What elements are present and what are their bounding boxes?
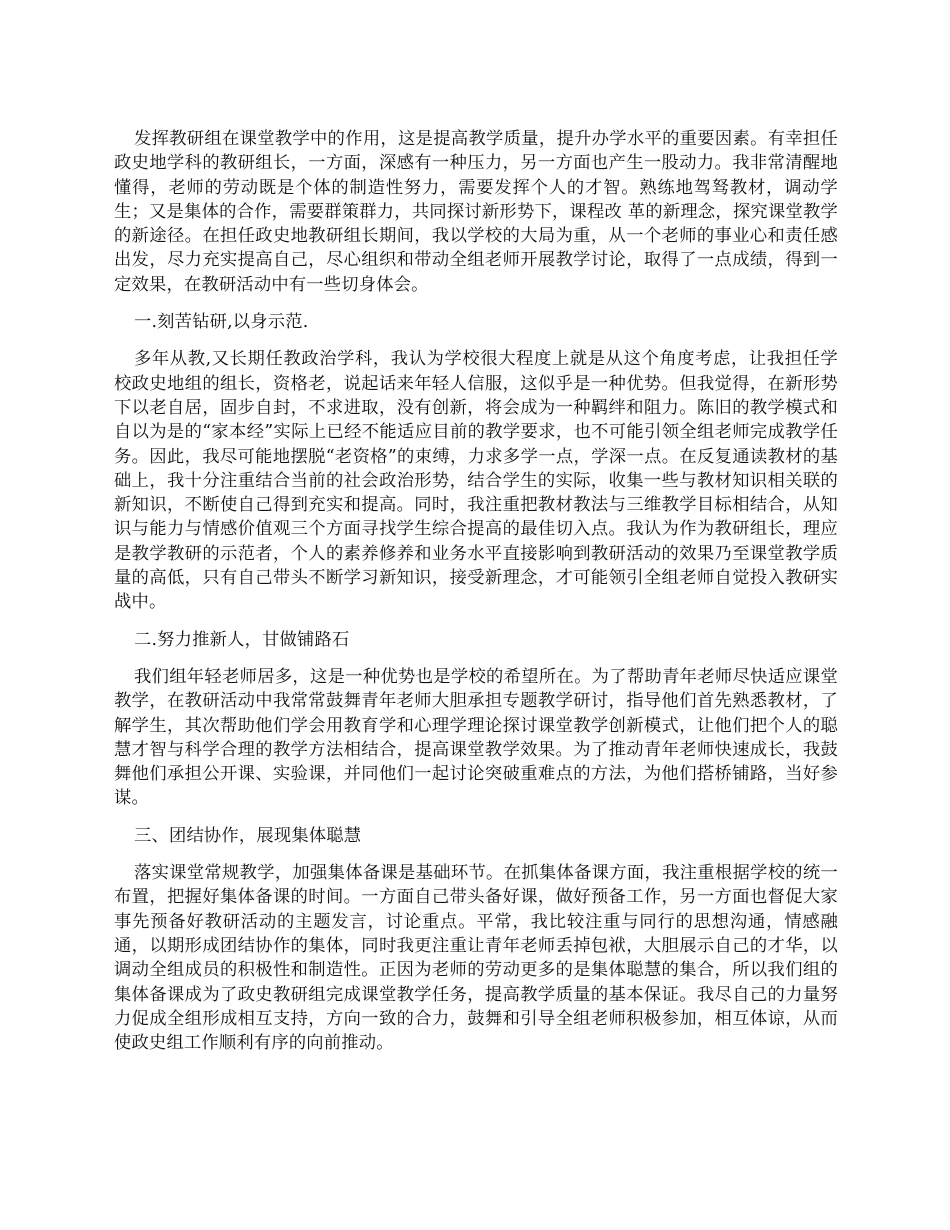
- section-2-paragraph: 我们组年轻老师居多，这是一种优势也是学校的希望所在。为了帮助青年老师尽快适应课堂教学，在教研活动中我常常鼓舞青年老师大胆承担专题教学研讨，指导他们首先熟悉教材，了解学生，其次帮助他们学会用教育学和心理学理论探讨课堂教学创新模式，让他们把个人的聪慧才智与科学合理的教学方法相结合，提高课堂教学效果。为了推动青年老师快速成长，我鼓舞他们承担公开课、实验课，并同他们一起讨论突破重难点的方法，为他们搭桥铺路，当好参谋。: [114, 666, 838, 809]
- section-heading-2: 二.努力推新人，甘做铺路石: [134, 629, 350, 650]
- section-1-paragraph: 多年从教,又长期任教政治学科，我认为学校很大程度上就是从这个角度考虑，让我担任学校政史地组的组长，资格老，说起话来年轻人信服，这似乎是一种优势。但我觉得，在新形势下以老自居，固步自封，不求进取，没有创新，将会成为一种羁绊和阻力。陈旧的教学模式和自以为是的“家本经”实际上已经不能适应目前的教学要求，也不可能引领全组老师完成教学任务。因此，我尽可能地摆脱“老资格”的束缚，力求多学一点，学深一点。在反复通读教材的基础上，我十分注重结合当前的社会政治形势，结合学生的实际，收集一些与教材知识相关联的新知识，不断使自己得到充实和提高。同时，我注重把教材教法与三维教学目标相结合，从知识与能力与情感价值观三个方面寻找学生综合提高的最佳切入点。我认为作为教研组长，理应是教学教研的示范者，个人的素养修养和业务水平直接影响到教研活动的效果乃至课堂教学质量的高低，只有自己带头不断学习新知识，接受新理念，才可能领引全组老师自觉投入教研实战中。: [114, 349, 838, 613]
- section-heading-3: 三、团结协作，展现集体聪慧: [134, 825, 362, 846]
- section-heading-1: 一.刻苦钻研,以身示范.: [134, 312, 309, 333]
- document-page: [114, 127, 838, 1068]
- intro-paragraph: 发挥教研组在课堂教学中的作用，这是提高教学质量，提升办学水平的重要因素。有幸担任政史地学科的教研组长，一方面，深感有一种压力，另一方面也产生一股动力。我非常清醒地懂得，老师的劳动既是个体的制造性努力，需要发挥个人的才智。熟练地驾驽教材，调动学生；又是集体的合作，需要群策群力，共同探讨新形势下，课程改 革的新理念，探究课堂教学的新途径。在担任政史地教研组长期间，我以学校的大局为重，从一个老师的事业心和责任感出发，尽力充实提高自己，尽心组织和带动全组老师开展教学讨论，取得了一点成绩，得到一定效果，在教研活动中有一些切身体会。: [114, 129, 838, 295]
- section-3-paragraph: 落实课堂常规教学，加强集体备课是基础环节。在抓集体备课方面，我注重根据学校的统一布置，把握好集体备课的时间。一方面自己带头备好课，做好预备工作，另一方面也督促大家事先预备好教研活动的主题发言，讨论重点。平常，我比较注重与同行的思想沟通，情感融通，以期形成团结协作的集体，同时我更注重让青年老师丢掉包袱，大胆展示自己的才华，以调动全组成员的积极性和制造性。正因为老师的劳动更多的是集体聪慧的集合，所以我们组的集体备课成为了政史教研组完成课堂教学任务，提高教学质量的基本保证。我尽自己的力量努力促成全组形成相互支持，方向一致的合力，鼓舞和引导全组老师积极参加，相互体谅，从而使政史组工作顺利有序的向前推动。: [114, 863, 838, 1054]
